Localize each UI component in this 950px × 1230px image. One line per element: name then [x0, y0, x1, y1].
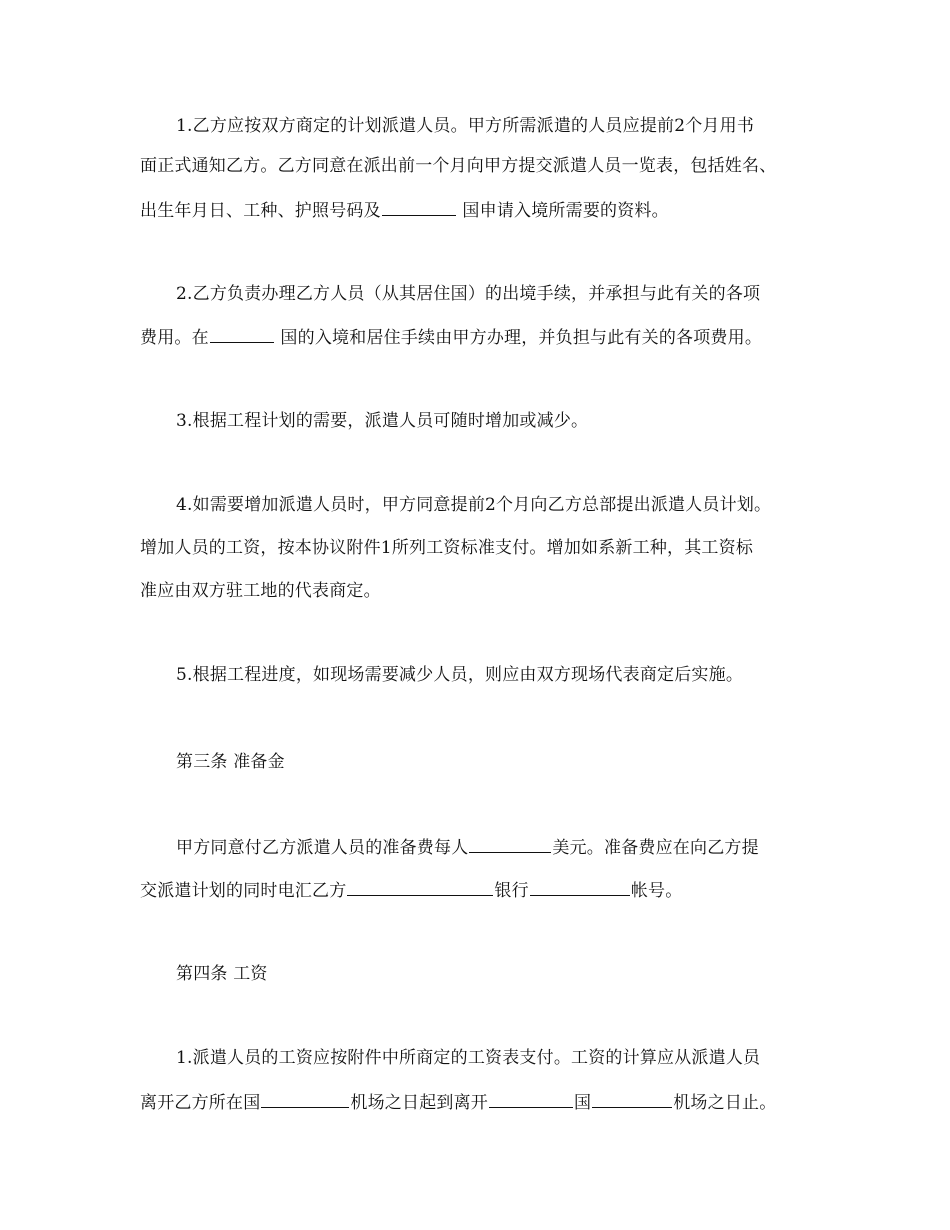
paragraph-3-line-1: 3.根据工程计划的需要，派遣人员可随时增加或减少。: [176, 411, 589, 431]
paragraph-1-line-3: [140, 199, 669, 222]
paragraph-1-line-1: 1.乙方应按双方商定的计划派遣人员。甲方所需派遣的人员应提前2个月用书: [176, 116, 755, 136]
paragraph-6-line-2: [140, 879, 682, 902]
paragraph-2-line-1: 2.乙方负责办理乙方人员（从其居住国）的出境手续，并承担与此有关的各项: [176, 284, 761, 304]
paragraph-7-line-2-text-d: 机场之日止。: [673, 1093, 777, 1113]
paragraph-2-line-2-text-a: 费用。在: [140, 328, 209, 348]
paragraph-6-line-2-text-c: 帐号。: [630, 881, 683, 901]
paragraph-6-line-1-text-a: 甲方同意付乙方派遣人员的准备费每人: [176, 838, 469, 858]
fill-in-blank-country: [489, 1091, 573, 1108]
paragraph-2-line-2-text-b: 国的入境和居住手续由甲方办理，并负担与此有关的各项费用。: [274, 328, 763, 348]
paragraph-7-line-2: [140, 1091, 776, 1114]
fill-in-blank-amount: [469, 836, 551, 853]
section-heading-article-4: 第四条 工资: [176, 964, 268, 984]
paragraph-4-line-3: 准应由双方驻工地的代表商定。: [140, 581, 381, 601]
paragraph-2-line-2: [140, 326, 762, 349]
fill-in-blank-country: [382, 199, 456, 216]
paragraph-7-line-2-text-c: 国: [574, 1093, 592, 1113]
paragraph-5-line-1: 5.根据工程进度，如现场需要减少人员，则应由双方现场代表商定后实施。: [176, 665, 744, 685]
paragraph-6-line-2-text-a: 交派遣计划的同时电汇乙方: [140, 881, 347, 901]
fill-in-blank-recipient: [347, 879, 493, 896]
paragraph-6-line-2-text-b: 银行: [494, 881, 529, 901]
fill-in-blank-country: [210, 326, 274, 343]
paragraph-6-line-1-text-b: 美元。准备费应在向乙方提: [552, 838, 759, 858]
paragraph-1-line-2: 面正式通知乙方。乙方同意在派出前一个月向甲方提交派遣人员一览表，包括姓名、: [140, 156, 777, 176]
section-heading-article-3: 第三条 准备金: [176, 752, 285, 772]
paragraph-4-line-2: 增加人员的工资，按本协议附件1所列工资标准支付。增加如系新工种，其工资标: [140, 538, 754, 558]
paragraph-7-line-2-text-a: 离开乙方所在国: [140, 1093, 261, 1113]
paragraph-7-line-1: 1.派遣人员的工资应按附件中所商定的工资表支付。工资的计算应从派遣人员: [176, 1048, 761, 1068]
paragraph-6-line-1: [176, 836, 759, 859]
fill-in-blank-bank: [530, 879, 630, 896]
fill-in-blank-airport: [592, 1091, 672, 1108]
fill-in-blank-airport: [261, 1091, 349, 1108]
paragraph-1-line-3-text-a: 出生年月日、工种、护照号码及: [140, 201, 381, 221]
paragraph-4-line-1: 4.如需要增加派遣人员时，甲方同意提前2个月向乙方总部提出派遣人员计划。: [176, 495, 772, 515]
paragraph-7-line-2-text-b: 机场之日起到离开: [350, 1093, 489, 1113]
paragraph-1-line-3-text-b: 国申请入境所需要的资料。: [456, 201, 669, 221]
